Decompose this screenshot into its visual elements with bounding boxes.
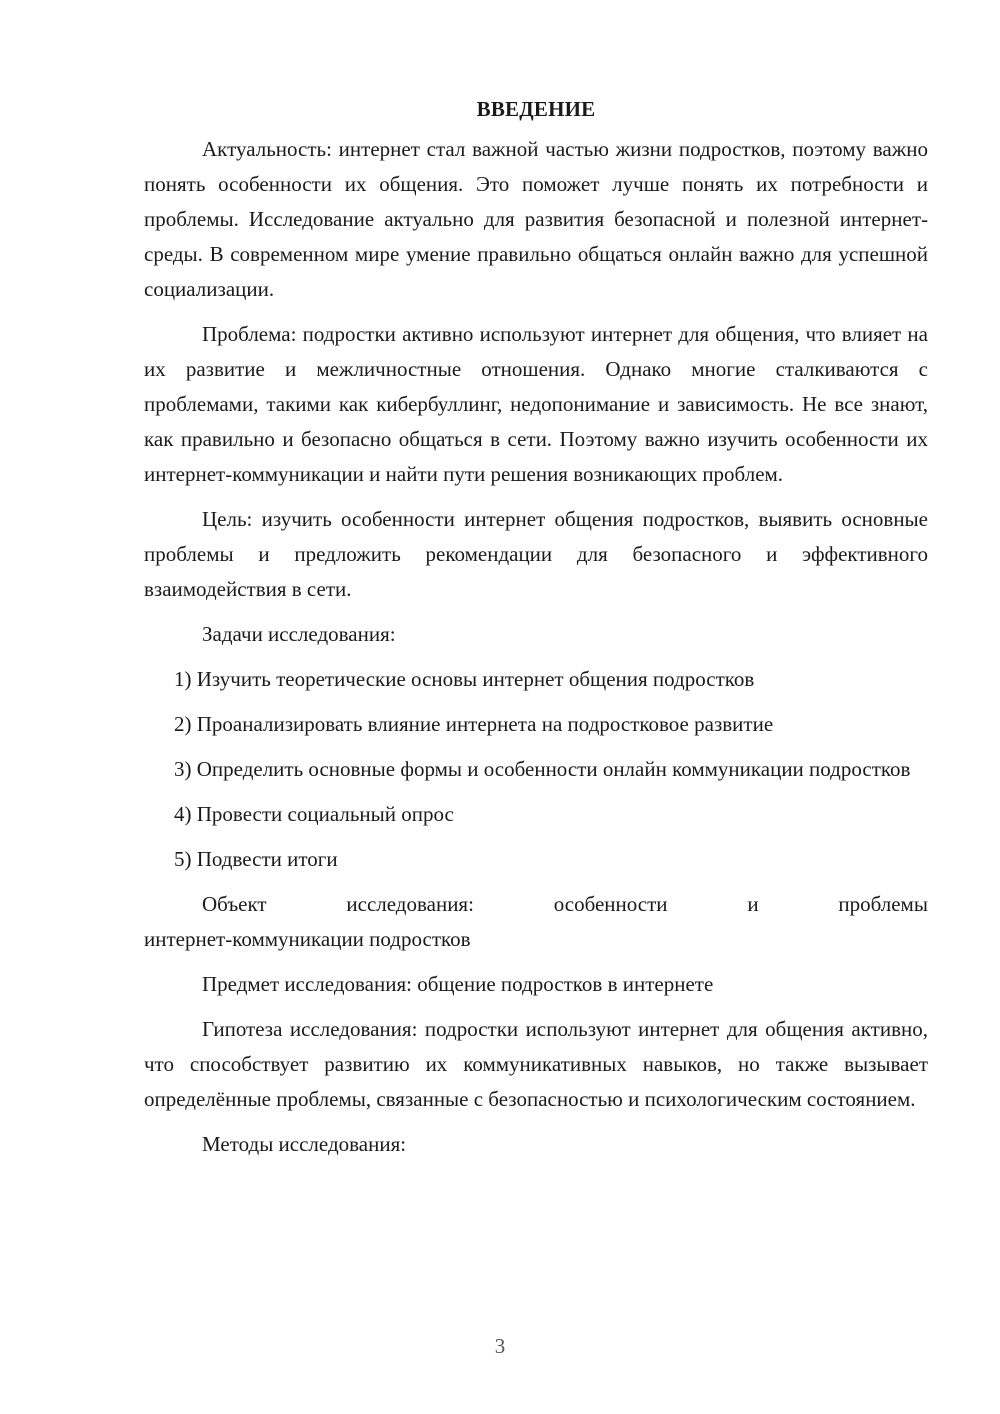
hypothesis-paragraph: Гипотеза исследования: подростки используют интернет для общения активно, что способствует развитию их коммуникативных навыков, но также вызывает определённые проблемы, связанные с безопасностью и психологическим состоянием.	[144, 1017, 928, 1111]
object-word: проблемы	[838, 892, 928, 916]
object-paragraph	[144, 887, 928, 957]
task-item: 1) Изучить теоретические основы интернет общения подростков	[174, 667, 755, 691]
goal-paragraph: Цель: изучить особенности интернет общения подростков, выявить основные проблемы и предложить рекомендации для безопасного и эффективного взаимодействия в сети.	[144, 507, 928, 601]
subject-paragraph: Предмет исследования: общение подростков в интернете	[202, 972, 714, 996]
task-item: 4) Провести социальный опрос	[174, 802, 454, 826]
object-first-line	[144, 887, 928, 922]
tasks-heading: Задачи исследования:	[202, 622, 396, 646]
object-word: особенности	[553, 892, 668, 916]
section-title: ВВЕДЕНИЕ	[476, 97, 596, 121]
object-word: исследования:	[346, 892, 474, 916]
task-item: 3) Определить основные формы и особенности онлайн коммуникации подростков	[174, 757, 911, 781]
document-page	[144, 92, 928, 1172]
relevance-paragraph: Актуальность: интернет стал важной частью жизни подростков, поэтому важно понять особенности их общения. Это поможет лучше понять их потребности и проблемы. Исследование актуально для развития безопасной и полезной интернет-среды. В современном мире умение правильно общаться онлайн важно для успешной социализации.	[144, 137, 928, 301]
object-word: и	[747, 892, 759, 916]
task-item: 5) Подвести итоги	[174, 847, 338, 871]
page-number: 3	[494, 1334, 506, 1358]
problem-paragraph: Проблема: подростки активно используют интернет для общения, что влияет на их развитие и межличностные отношения. Однако многие сталкиваются с проблемами, такими как кибербуллинг, недопонимание и зависимость. Не все знают, как правильно и безопасно общаться в сети. Поэтому важно изучить особенности их интернет-коммуникации и найти пути решения возникающих проблем.	[144, 322, 928, 486]
task-item: 2) Проанализировать влияние интернета на подростковое развитие	[174, 712, 774, 736]
object-continuation: интернет-коммуникации подростков	[144, 927, 471, 951]
object-word: Объект	[202, 892, 267, 916]
methods-heading: Методы исследования:	[202, 1132, 407, 1156]
